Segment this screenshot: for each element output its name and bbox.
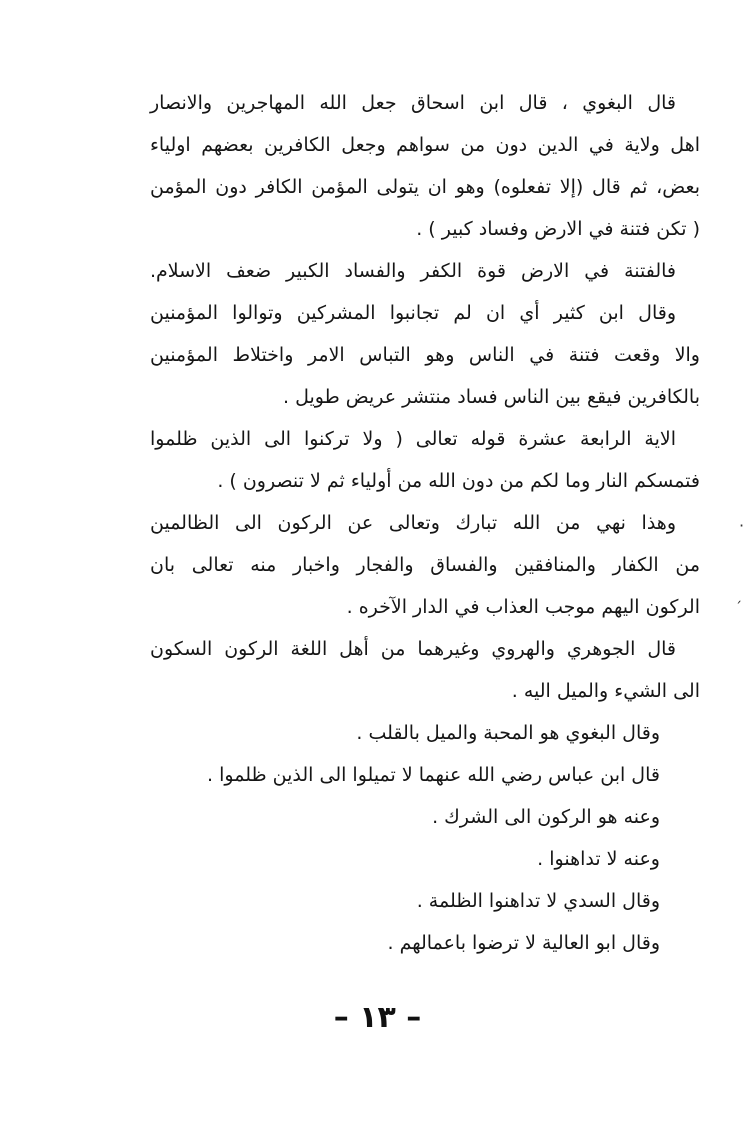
margin-tick-mark: ˏ: [735, 588, 742, 604]
text-line: قال ابن عباس رضي الله عنهما لا تميلوا الى الذين ظلموا .: [207, 764, 660, 786]
text-line: وهذا نهي من الله تبارك وتعالى عن الركون الى الظالمين: [150, 512, 676, 534]
page-number: – ١٣ –: [333, 1000, 422, 1035]
text-line: بعض، ثم قال (إلا تفعلوه) وهو ان يتولى المؤمن الكافر دون المؤمن: [150, 176, 700, 198]
text-line: فالفتنة في الارض قوة الكفر والفساد الكبير ضعف الاسلام.: [150, 260, 676, 282]
text-line: وقال البغوي هو المحبة والميل بالقلب .: [356, 722, 660, 744]
text-line: وعنه لا تداهنوا .: [537, 848, 660, 870]
text-line: الى الشيء والميل اليه .: [511, 680, 700, 702]
text-line: قال الجوهري والهروي وغيرهما من أهل اللغة الركون السكون: [150, 638, 676, 660]
text-line: من الكفار والمنافقين والفساق والفجار واخبار منه تعالى بان: [150, 554, 700, 576]
body-text: [150, 82, 700, 964]
text-line: وعنه هو الركون الى الشرك .: [432, 806, 660, 828]
text-line: اهل ولاية في الدين دون من سواهم وجعل الكافرين بعضهم اولياء: [150, 134, 700, 156]
text-line: وقال ابن كثير أي ان لم تجانبوا المشركين وتوالوا المؤمنين: [150, 302, 676, 324]
margin-dot-mark: ·: [739, 516, 745, 535]
text-line: وقال السدي لا تداهنوا الظلمة .: [416, 890, 660, 912]
text-line: بالكافرين فيقع بين الناس فساد منتشر عريض طويل .: [283, 386, 700, 408]
text-line: وقال ابو العالية لا ترضوا باعمالهم .: [387, 932, 660, 954]
text-line: قال البغوي ، قال ابن اسحاق جعل الله المهاجرين والانصار: [150, 92, 676, 114]
text-line: والا وقعت فتنة في الناس وهو التباس الامر واختلاط المؤمنين: [150, 344, 700, 366]
text-line: ( تكن فتنة في الارض وفساد كبير ) .: [416, 218, 700, 240]
text-line: فتمسكم النار وما لكم من دون الله من أولياء ثم لا تنصرون ) .: [217, 470, 700, 492]
text-line: الاية الرابعة عشرة قوله تعالى ( ولا تركنوا الى الذين ظلموا: [150, 428, 676, 450]
text-line: الركون اليهم موجب العذاب في الدار الآخره .: [346, 596, 700, 618]
